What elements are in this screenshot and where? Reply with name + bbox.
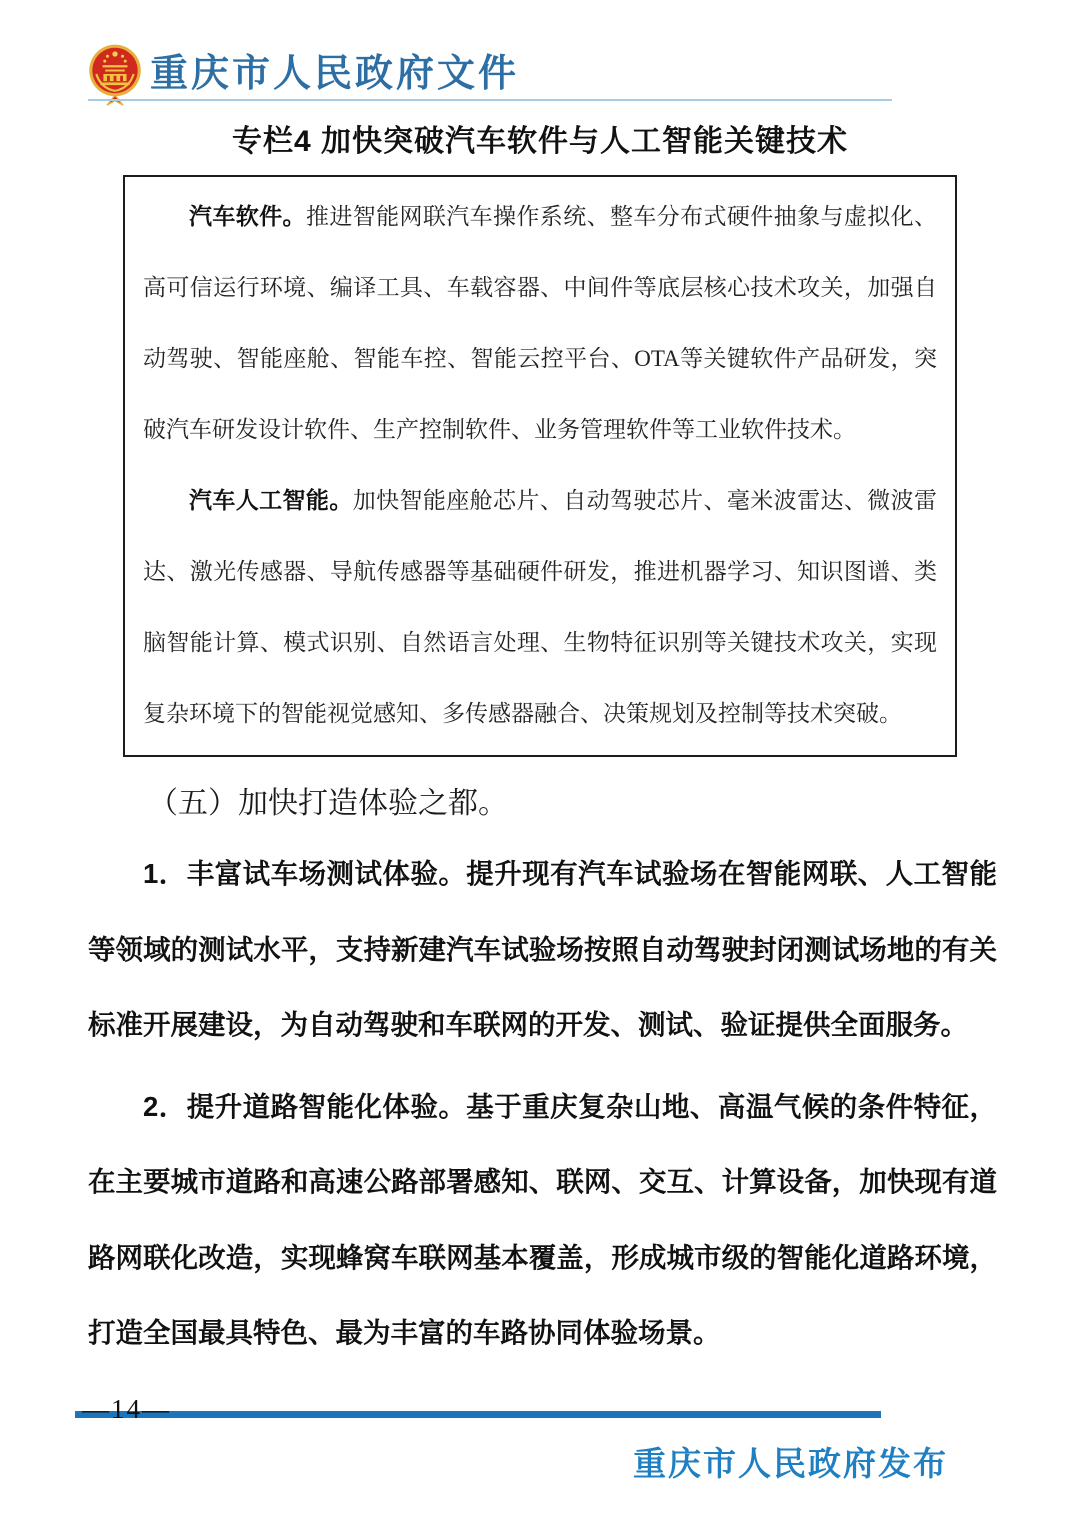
box-paragraph <box>143 465 937 749</box>
box-paragraph-lead: 汽车软件。 <box>189 203 306 229</box>
document-body <box>88 772 997 1371</box>
box-paragraph-body: 加快智能座舱芯片、自动驾驶芯片、毫米波雷达、微波雷达、激光传感器、导航传感器等基础硬件研发，推进机器学习、知识图谱、类脑智能计算、模式识别、自然语言处理、生物特征识别等关键技术攻关，实现复杂环境下的智能视觉感知、多传感器融合、决策规划及控制等技术突破。 <box>143 488 938 726</box>
box-paragraph <box>143 181 937 465</box>
column-title: 专栏4 加快突破汽车软件与人工智能关键技术 <box>231 125 849 158</box>
column-box <box>123 175 957 757</box>
page-number: —14— <box>82 1394 171 1424</box>
document-header <box>88 42 992 106</box>
publisher-label: 重庆市人民政府发布 <box>633 1447 948 1483</box>
footer-divider <box>75 1411 881 1418</box>
box-paragraph-body: 推进智能网联汽车操作系统、整车分布式硬件抽象与虚拟化、高可信运行环境、编译工具、车载容器、中间件等底层核心技术攻关，加强自动驾驶、智能座舱、智能车控、智能云控平台、OTA等关键软件产品研发，突破汽车研发设计软件、生产控制软件、业务管理软件等工业软件技术。 <box>143 204 938 442</box>
header-org-title: 重庆市人民政府文件 <box>150 53 520 95</box>
section-heading: （五）加快打造体验之都。 <box>148 787 508 820</box>
header-divider <box>88 99 892 101</box>
national-emblem-icon <box>88 42 142 106</box>
body-paragraph: 2．提升道路智能化体验。基于重庆复杂山地、高温气候的条件特征，在主要城市道路和高速公路部署感知、联网、交互、计算设备，加快现有道路网联化改造，实现蜂窝车联网基本覆盖，形成城市级的智能化道路环境，打造全国最具特色、最为丰富的车路协同体验场景。 <box>88 1090 997 1348</box>
box-paragraph-lead: 汽车人工智能。 <box>189 487 353 513</box>
body-paragraph: 1．丰富试车场测试体验。提升现有汽车试验场在智能网联、人工智能等领域的测试水平，支持新建汽车试验场按照自动驾驶封闭测试场地的有关标准开展建设，为自动驾驶和车联网的开发、测试、验证提供全面服务。 <box>88 858 997 1040</box>
